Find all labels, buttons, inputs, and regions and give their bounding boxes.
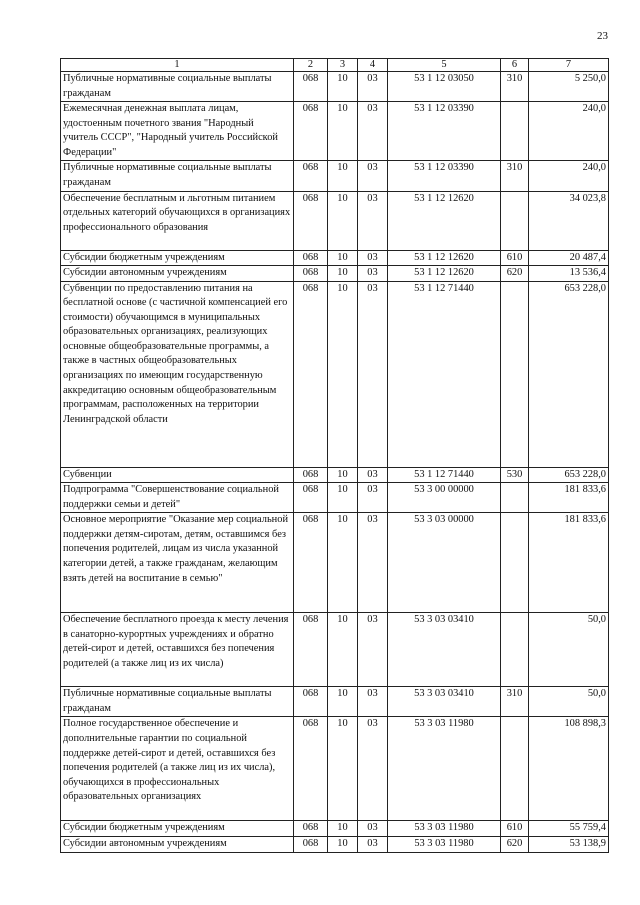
row-ved: 068 <box>294 821 328 837</box>
row-name: Субсидии бюджетным учреждениям <box>61 821 294 837</box>
header-col-7: 7 <box>529 59 609 72</box>
table-row <box>61 837 609 853</box>
row-csr: 53 1 12 03390 <box>388 102 501 161</box>
row-ved: 068 <box>294 513 328 613</box>
row-ved: 068 <box>294 483 328 513</box>
row-ved: 068 <box>294 72 328 102</box>
row-sum: 13 536,4 <box>529 266 609 282</box>
row-pr: 03 <box>358 72 388 102</box>
row-vr: 610 <box>501 821 529 837</box>
row-rz: 10 <box>328 837 358 853</box>
row-csr: 53 1 12 71440 <box>388 281 501 467</box>
table-row <box>61 483 609 513</box>
row-rz: 10 <box>328 191 358 250</box>
table-row <box>61 250 609 266</box>
row-rz: 10 <box>328 281 358 467</box>
row-pr: 03 <box>358 821 388 837</box>
row-vr <box>501 717 529 821</box>
row-csr: 53 1 12 12620 <box>388 250 501 266</box>
row-vr: 310 <box>501 687 529 717</box>
header-col-4: 4 <box>358 59 388 72</box>
row-vr <box>501 513 529 613</box>
row-vr <box>501 613 529 687</box>
table-row <box>61 281 609 467</box>
row-csr: 53 1 12 12620 <box>388 266 501 282</box>
header-row <box>61 59 609 72</box>
row-sum: 50,0 <box>529 613 609 687</box>
row-sum: 20 487,4 <box>529 250 609 266</box>
row-rz: 10 <box>328 102 358 161</box>
row-sum: 5 250,0 <box>529 72 609 102</box>
row-vr: 620 <box>501 837 529 853</box>
table-row <box>61 191 609 250</box>
row-csr: 53 1 12 12620 <box>388 191 501 250</box>
row-ved: 068 <box>294 161 328 191</box>
row-vr: 310 <box>501 161 529 191</box>
row-name: Субсидии автономным учреждениям <box>61 837 294 853</box>
row-ved: 068 <box>294 191 328 250</box>
row-sum: 181 833,6 <box>529 483 609 513</box>
row-pr: 03 <box>358 191 388 250</box>
row-csr: 53 3 00 00000 <box>388 483 501 513</box>
row-ved: 068 <box>294 250 328 266</box>
row-vr <box>501 483 529 513</box>
row-name: Основное мероприятие "Оказание мер социальной поддержки детям-сиротам, детям, оставшимся без попечения родителей, лицам из числа указанной категории детей, а также гражданам, желающим взять детей на воспитание в семью" <box>61 513 294 613</box>
row-ved: 068 <box>294 281 328 467</box>
row-rz: 10 <box>328 467 358 483</box>
row-pr: 03 <box>358 281 388 467</box>
header-col-2: 2 <box>294 59 328 72</box>
table-row <box>61 161 609 191</box>
row-csr: 53 1 12 03050 <box>388 72 501 102</box>
row-ved: 068 <box>294 613 328 687</box>
table-row <box>61 513 609 613</box>
row-csr: 53 3 03 11980 <box>388 837 501 853</box>
row-name: Субвенции по предоставлению питания на бесплатной основе (с частичной компенсацией его стоимости) обучающимся в муниципальных образовательных организациях, реализующих основные общеобразовательные программы, а также в частных общеобразовательных организациях по имеющим государственную аккредитацию основным общеобразовательным программам, расположенных на территории Ленинградской области <box>61 281 294 467</box>
row-ved: 068 <box>294 837 328 853</box>
budget-table <box>60 58 609 853</box>
row-pr: 03 <box>358 513 388 613</box>
row-pr: 03 <box>358 613 388 687</box>
table-row <box>61 467 609 483</box>
row-sum: 34 023,8 <box>529 191 609 250</box>
row-rz: 10 <box>328 483 358 513</box>
row-name: Публичные нормативные социальные выплаты гражданам <box>61 161 294 191</box>
header-col-6: 6 <box>501 59 529 72</box>
page-number: 23 <box>597 30 608 42</box>
row-vr <box>501 102 529 161</box>
row-rz: 10 <box>328 250 358 266</box>
row-sum: 240,0 <box>529 102 609 161</box>
row-vr: 620 <box>501 266 529 282</box>
row-rz: 10 <box>328 161 358 191</box>
row-sum: 653 228,0 <box>529 467 609 483</box>
row-ved: 068 <box>294 266 328 282</box>
row-csr: 53 3 03 03410 <box>388 613 501 687</box>
table-row <box>61 266 609 282</box>
row-vr: 530 <box>501 467 529 483</box>
table-row <box>61 72 609 102</box>
row-name: Субсидии бюджетным учреждениям <box>61 250 294 266</box>
table-row <box>61 102 609 161</box>
row-csr: 53 3 03 03410 <box>388 687 501 717</box>
row-sum: 53 138,9 <box>529 837 609 853</box>
row-ved: 068 <box>294 717 328 821</box>
row-sum: 240,0 <box>529 161 609 191</box>
row-vr <box>501 281 529 467</box>
row-name: Публичные нормативные социальные выплаты гражданам <box>61 72 294 102</box>
row-pr: 03 <box>358 266 388 282</box>
row-ved: 068 <box>294 102 328 161</box>
row-pr: 03 <box>358 102 388 161</box>
row-name: Ежемесячная денежная выплата лицам, удостоенным почетного звания "Народный учитель СССР", "Народный учитель Российской Федерации" <box>61 102 294 161</box>
header-col-5: 5 <box>388 59 501 72</box>
row-rz: 10 <box>328 821 358 837</box>
row-rz: 10 <box>328 717 358 821</box>
row-ved: 068 <box>294 467 328 483</box>
row-sum: 50,0 <box>529 687 609 717</box>
table-row <box>61 717 609 821</box>
row-name: Обеспечение бесплатным и льготным питанием отдельных категорий обучающихся в организациях профессионального образования <box>61 191 294 250</box>
row-rz: 10 <box>328 266 358 282</box>
row-csr: 53 3 03 11980 <box>388 821 501 837</box>
row-csr: 53 3 03 11980 <box>388 717 501 821</box>
row-pr: 03 <box>358 837 388 853</box>
header-col-1: 1 <box>61 59 294 72</box>
row-pr: 03 <box>358 467 388 483</box>
table-row <box>61 687 609 717</box>
row-rz: 10 <box>328 687 358 717</box>
row-name: Субвенции <box>61 467 294 483</box>
row-rz: 10 <box>328 513 358 613</box>
row-name: Обеспечение бесплатного проезда к месту лечения в санаторно-курортных учреждениях и обратно детей-сирот и детей, оставшихся без попечения родителей (а также лиц из их числа) <box>61 613 294 687</box>
row-sum: 653 228,0 <box>529 281 609 467</box>
row-ved: 068 <box>294 687 328 717</box>
row-name: Подпрограмма "Совершенствование социальной поддержки семьи и детей" <box>61 483 294 513</box>
row-csr: 53 1 12 03390 <box>388 161 501 191</box>
row-vr: 610 <box>501 250 529 266</box>
row-csr: 53 1 12 71440 <box>388 467 501 483</box>
row-pr: 03 <box>358 483 388 513</box>
row-name: Полное государственное обеспечение и дополнительные гарантии по социальной поддержке детей-сирот и детей, оставшихся без попечения родителей (а также лиц из их числа), обучающихся в профессиональных образовательных организациях <box>61 717 294 821</box>
row-rz: 10 <box>328 72 358 102</box>
header-col-3: 3 <box>328 59 358 72</box>
row-pr: 03 <box>358 250 388 266</box>
row-sum: 181 833,6 <box>529 513 609 613</box>
row-name: Субсидии автономным учреждениям <box>61 266 294 282</box>
row-vr: 310 <box>501 72 529 102</box>
row-rz: 10 <box>328 613 358 687</box>
table-row <box>61 821 609 837</box>
table-row <box>61 613 609 687</box>
row-pr: 03 <box>358 717 388 821</box>
row-pr: 03 <box>358 161 388 191</box>
row-pr: 03 <box>358 687 388 717</box>
row-csr: 53 3 03 00000 <box>388 513 501 613</box>
row-sum: 108 898,3 <box>529 717 609 821</box>
row-name: Публичные нормативные социальные выплаты гражданам <box>61 687 294 717</box>
row-vr <box>501 191 529 250</box>
row-sum: 55 759,4 <box>529 821 609 837</box>
